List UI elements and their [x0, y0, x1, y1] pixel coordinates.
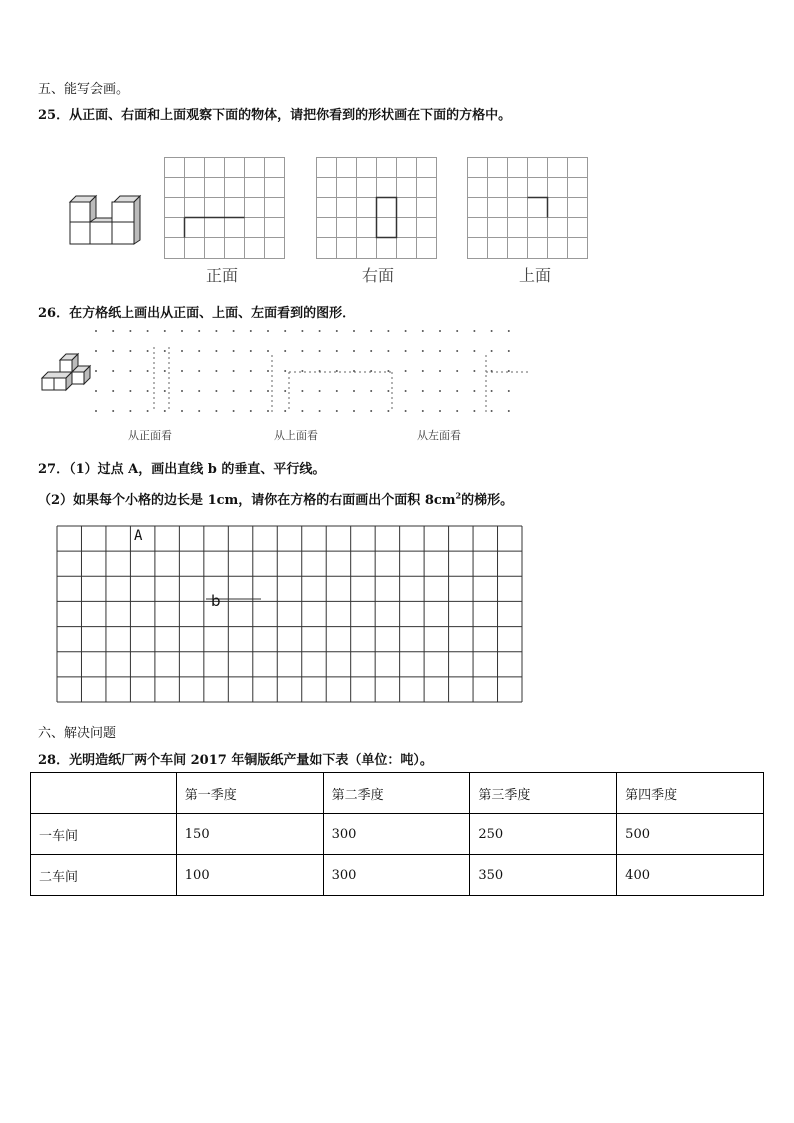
table-header-row [31, 773, 764, 814]
table-cell: 250 [470, 814, 617, 855]
table-header-cell [31, 773, 177, 814]
question-27-part1: 27．（1）过点 A，画出直线 b 的垂直、平行线。 [38, 462, 326, 477]
question-27-part2-end: 的梯形。 [461, 493, 514, 508]
table-cell: 150 [176, 814, 323, 855]
view-label-front-26: 从正面看 [128, 429, 172, 442]
question-26: 26．在方格纸上画出从正面、上面、左面看到的图形． [38, 306, 356, 321]
line-b-label: b [211, 592, 221, 610]
table-header-cell: 第四季度 [617, 773, 764, 814]
dot-grid-paper [94, 327, 528, 419]
grid-front-view [164, 157, 288, 260]
view-label-right: 右面 [362, 266, 395, 285]
table-cell: 500 [617, 814, 764, 855]
table-cell: 350 [470, 855, 617, 896]
question-25: 25．从正面、右面和上面观察下面的物体，请把你看到的形状画在下面的方格中。 [38, 108, 512, 123]
view-label-left-26: 从左面看 [417, 429, 461, 442]
view-label-top: 上面 [519, 266, 552, 285]
table-header-cell: 第三季度 [470, 773, 617, 814]
grid-top-view [467, 157, 591, 260]
view-label-top-26: 从上面看 [274, 429, 318, 442]
point-a-label: A [134, 528, 143, 544]
superscript: 2 [455, 490, 462, 501]
question-27-part2-text: （2）如果每个小格的边长是 1cm，请你在方格的右面画出个面积 8cm [38, 493, 456, 508]
production-table [30, 772, 764, 896]
cube-figure-25 [64, 194, 144, 246]
table-row [31, 814, 764, 855]
table-cell: 300 [323, 814, 470, 855]
grid-right-view [316, 157, 440, 260]
question-28: 28．光明造纸厂两个车间 2017 年铜版纸产量如下表（单位：吨）。 [38, 753, 433, 768]
question-27-part2 [38, 489, 513, 508]
table-cell: 400 [617, 855, 764, 896]
square-grid-27 [56, 522, 526, 705]
section-heading: 五、能写会画。 [38, 82, 130, 97]
view-label-front: 正面 [206, 266, 239, 285]
table-cell: 一车间 [31, 814, 177, 855]
table-cell: 二车间 [31, 855, 177, 896]
table-header-cell: 第一季度 [176, 773, 323, 814]
table-row [31, 855, 764, 896]
cube-figure-26 [40, 352, 94, 392]
table-cell: 100 [176, 855, 323, 896]
section-heading-6: 六、解决问题 [38, 726, 117, 741]
table-cell: 300 [323, 855, 470, 896]
table-header-cell: 第二季度 [323, 773, 470, 814]
